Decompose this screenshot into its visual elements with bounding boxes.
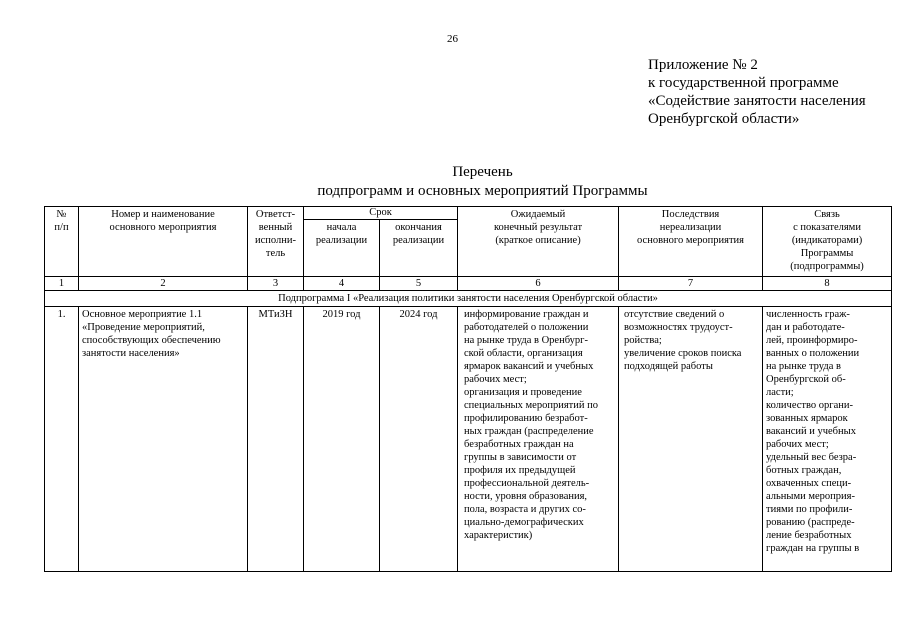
row-indicators: численность граж- дан и работодате- лей, проинформиро- ванных о положении на рынке труда в Оренбургской об- ласти; количество органи- зованных ярмарок вакансий и учебных рабочих мест; удельный вес безра- ботных граждан, охваченных специ- альными мероприя- тиями по профили- рованию (распреде- ление безработных граждан на группы в xyxy=(763,307,892,572)
column-number: 6 xyxy=(458,277,619,291)
row-number: 1. xyxy=(45,307,79,572)
header-indicators: Связь с показателями (индикаторами) Программы (подпрограммы) xyxy=(763,207,892,277)
document-heading xyxy=(0,163,905,201)
row-expected-result: информирование граждан и работодателей о положении на рынке труда в Оренбург- ской области, организация ярмарок вакансий и учебных рабочих мест; организация и проведение специальных мероприятий по профилированию безработ- ных граждан (распределение безработных граждан на группы в зависимости от профиля их предыдущей профессиональной деятель- ности, уровня образования, пола, возраста и других со- циально-демографических характеристик) xyxy=(458,307,619,572)
table-row xyxy=(45,307,892,572)
header-expected-result: Ожидаемый конечный результат (краткое описание) xyxy=(458,207,619,277)
column-number: 8 xyxy=(763,277,892,291)
row-consequences: отсутствие сведений о возможностях трудоуст- ройства; увеличение сроков поиска подходящей работы xyxy=(619,307,763,572)
header-end: окончания реализации xyxy=(380,220,458,277)
header-term: Срок xyxy=(304,207,458,220)
heading-title: Перечень xyxy=(452,164,513,180)
appendix-block xyxy=(648,56,866,128)
table-header-row xyxy=(45,207,892,220)
subprogram-row xyxy=(45,291,892,307)
appendix-line-2: к государственной программе xyxy=(648,75,839,91)
column-number: 2 xyxy=(79,277,248,291)
header-activity-name: Номер и наименование основного мероприятия xyxy=(79,207,248,277)
column-number: 3 xyxy=(248,277,304,291)
header-start: начала реализации xyxy=(304,220,380,277)
subprogram-title: Подпрограмма I «Реализация политики занятости населения Оренбургской области» xyxy=(45,291,892,307)
heading-subtitle: подпрограмм и основных мероприятий Программы xyxy=(317,183,648,199)
row-end-year: 2024 год xyxy=(380,307,458,572)
row-activity-name: Основное мероприятие 1.1 «Проведение мероприятий, способствующих обеспечению занятости населения» xyxy=(79,307,248,572)
header-responsible: Ответст- венный исполни- тель xyxy=(248,207,304,277)
appendix-line-1: Приложение № 2 xyxy=(648,57,758,73)
row-start-year: 2019 год xyxy=(304,307,380,572)
header-consequences: Последствия нереализации основного мероприятия xyxy=(619,207,763,277)
header-number: № п/п xyxy=(45,207,79,277)
column-number: 7 xyxy=(619,277,763,291)
appendix-line-3: «Содействие занятости населения xyxy=(648,93,866,109)
column-number-row xyxy=(45,277,892,291)
column-number: 4 xyxy=(304,277,380,291)
row-responsible: МТиЗН xyxy=(248,307,304,572)
column-number: 1 xyxy=(45,277,79,291)
column-number: 5 xyxy=(380,277,458,291)
page-number: 26 xyxy=(447,33,458,45)
activities-table xyxy=(44,206,892,572)
appendix-line-4: Оренбургской области» xyxy=(648,111,800,127)
